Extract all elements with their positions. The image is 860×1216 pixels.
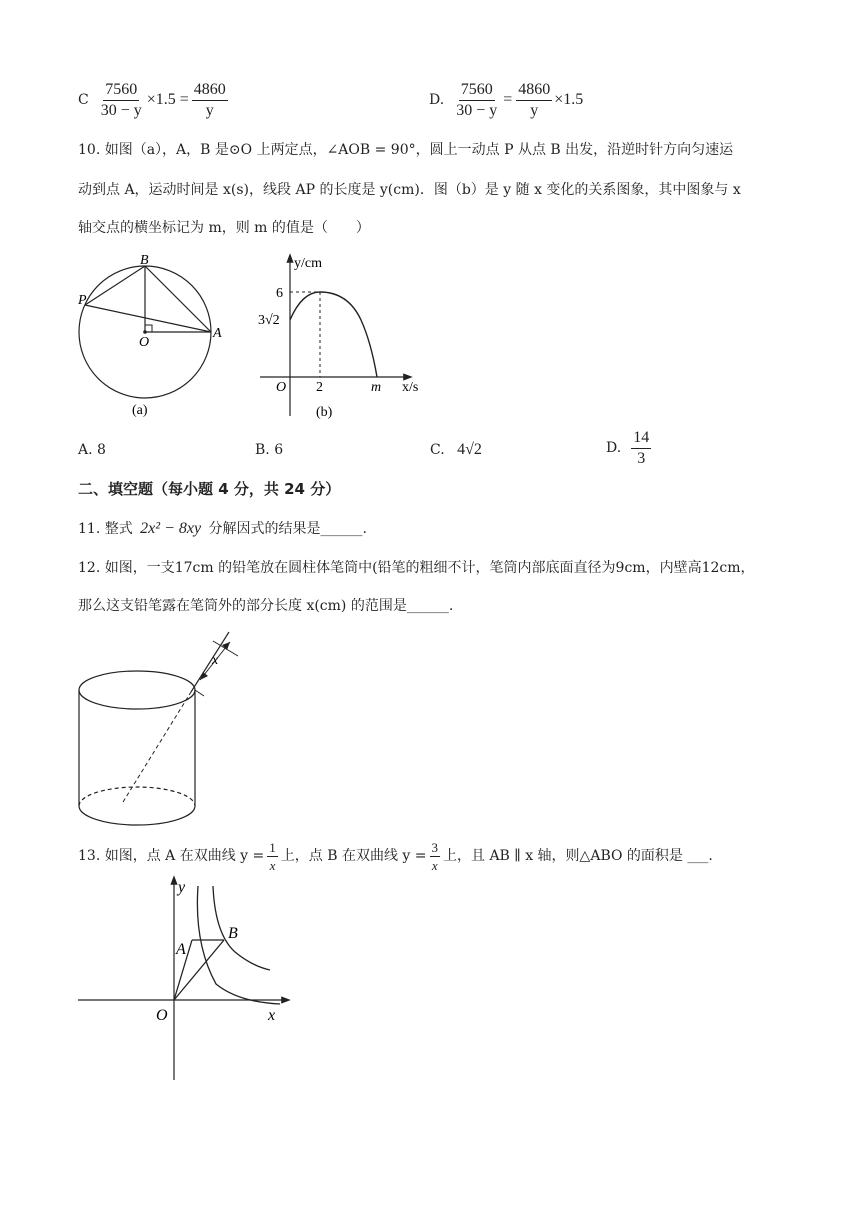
q10-option-d: D. $\frac{14}{3}$ [606,428,650,467]
fig-a-label-b: B [140,253,149,268]
q10-line-3: 轴交点的横坐标记为 m，则 m 的值是（ ） [78,220,370,236]
q11: 11. 整式 2x² − 8xy 分解因式的结果是______. [78,520,367,537]
q12-line-2: 那么这支铅笔露在笔筒外的部分长度 x(cm) 的范围是______. [78,598,454,614]
fig-a-label-o: O [139,335,150,350]
fig-b-caption: (b) [316,405,333,420]
q13-fraction-1: $\frac{1}{x}$ [269,839,276,873]
q9-d-equals: = [503,91,513,108]
fig-a-label-p: P [78,293,87,308]
q13-fig-a-label: A [176,941,186,958]
q9-option-d-label: D. [429,92,445,108]
q13-fig-y-label: y [178,879,186,896]
fig-a-caption: (a) [132,403,148,418]
fig-b-tick-6: 6 [276,286,283,301]
fig-b-tick-2: 2 [316,380,323,395]
q13-fig-x-label: x [268,1007,276,1024]
q9-option-c [78,78,228,122]
q12-cylinder-figure [70,630,260,840]
q9-option-c-label: C [78,92,89,108]
q13-fig-o-label: O [156,1007,168,1024]
q10-option-a: A. 8 [78,442,106,458]
q9-d-fraction-1: $\frac{7560}{30 - y}$ [456,80,498,119]
section-2-heading: 二、填空题（每小题 4 分，共 24 分） [78,480,341,498]
q11-expression: 2x² − 8xy [140,520,202,537]
q9-d-multiplier: ×1.5 [554,91,584,108]
q10-option-d-fraction: $\frac{14}{3}$ [633,428,650,467]
fig-a-label-a: A [213,326,222,341]
q9-c-operator: ×1.5 = [146,91,189,108]
q9-d-fraction-2: $\frac{4860}{y}$ [518,80,551,119]
q10-figure-a [70,248,230,423]
q13-fraction-2: $\frac{3}{x}$ [431,839,438,873]
q9-c-fraction-1: $\frac{7560}{30 - y}$ [100,80,142,119]
q13: 13. 如图，点 A 在双曲线 y = $\frac{1}{x}$ 上，点 B 在双曲线 y = $\frac{3}{x}$ 上，且 AB ∥ x 轴，则△ABO 的面积是 ___. [78,839,713,873]
fig-b-origin: O [276,380,287,395]
fig-b-xlabel: x/s [402,380,419,395]
q12-figure-x-label: x [212,653,219,668]
q12-line-1: 12. 如图，一支17cm 的铅笔放在圆柱体笔筒中(铅笔的粗细不计，笔筒内部底面直径为9cm，内壁高12cm， [78,560,755,576]
q10-option-c-value: 4√2 [457,441,482,458]
q9-option-d [429,78,583,122]
q10-figure-b [250,250,430,425]
q10-option-c: C. 4√2 [430,441,482,458]
q9-c-fraction-2: $\frac{4860}{y}$ [193,80,226,119]
q10-line-1: 10. 如图（a），A，B 是⊙O 上两定点，∠AOB = 90°，圆上一动点 P 从点 B 出发，沿逆时针方向匀速运 [78,142,734,158]
fig-b-ylabel: y/cm [294,256,322,271]
q10-line-2: 动到点 A，运动时间是 x(s)，线段 AP 的长度是 y(cm)．图（b）是 y 随 x 变化的关系图象，其中图象与 x [78,182,741,198]
q10-option-b: B. 6 [255,442,284,458]
q13-fig-b-label: B [228,925,238,942]
fig-b-tick-m: m [371,380,382,395]
q13-hyperbola-figure [70,874,300,1084]
fig-b-tick-3root2: 3√2 [258,313,280,328]
